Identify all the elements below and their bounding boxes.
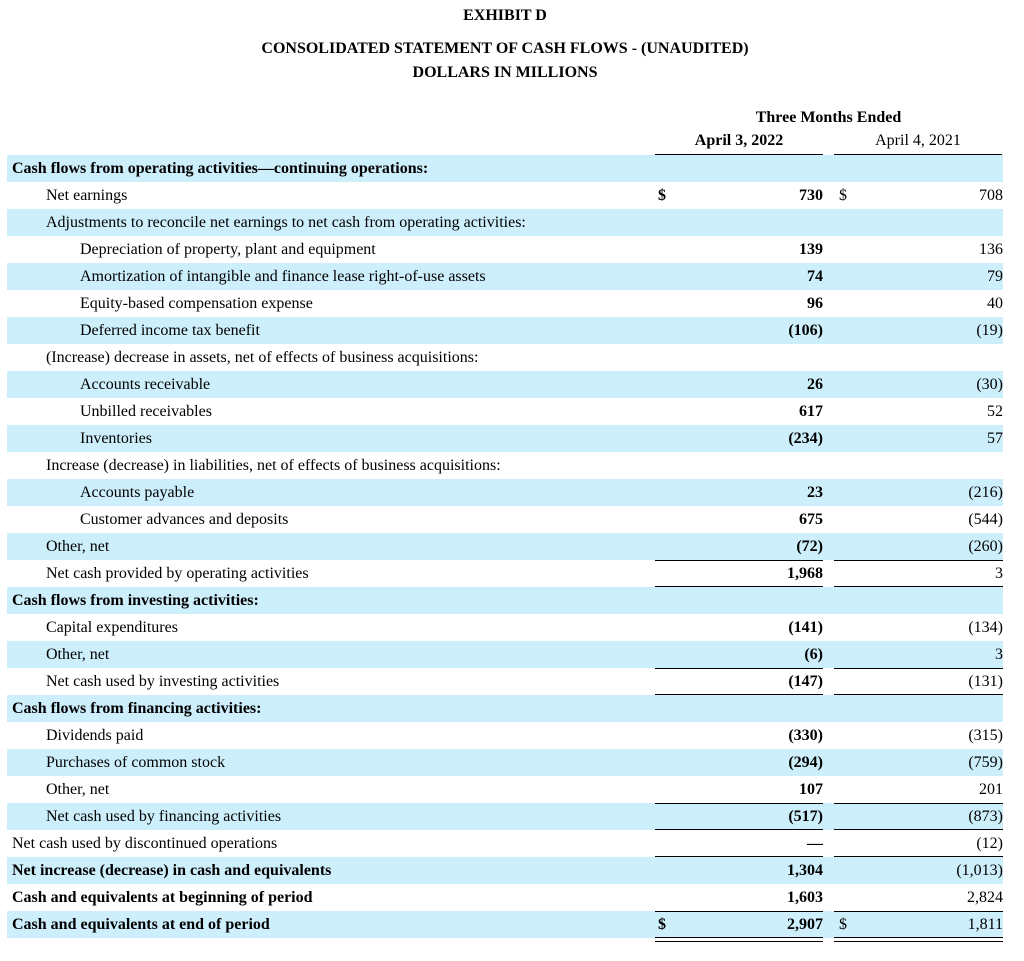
table-row (7, 533, 1003, 560)
cash-flow-table (7, 155, 1003, 938)
value-2021: (873) (968, 808, 1003, 825)
value-2022: 23 (807, 484, 823, 501)
row-label: Capital expenditures (46, 619, 178, 636)
value-2021: (216) (968, 484, 1003, 501)
row-label: Net earnings (46, 187, 128, 204)
total-rule (655, 937, 823, 938)
dollar-sign-2021: $ (839, 916, 847, 933)
value-2022: 1,304 (787, 862, 823, 879)
table-row (7, 317, 1003, 344)
value-2022: 26 (807, 376, 823, 393)
table-row (7, 695, 1003, 722)
row-label: Purchases of common stock (46, 754, 226, 771)
value-2021: (315) (968, 727, 1003, 744)
table-row (7, 722, 1003, 749)
row-label: Net cash used by investing activities (46, 673, 280, 690)
value-2022: (330) (788, 727, 823, 744)
table-row (7, 857, 1003, 884)
value-2021: 3 (995, 646, 1003, 663)
row-label: Increase (decrease) in liabilities, net of effects of business acquisitions: (46, 457, 501, 474)
value-2021: 79 (987, 268, 1003, 285)
table-row (7, 884, 1003, 911)
row-label: Customer advances and deposits (80, 511, 289, 528)
value-2022: 730 (799, 187, 823, 204)
table-row (7, 911, 1003, 938)
value-2022: (6) (804, 646, 823, 663)
row-label: (Increase) decrease in assets, net of effects of business acquisitions: (46, 349, 479, 366)
period-header: Three Months Ended (755, 109, 902, 126)
table-row (7, 236, 1003, 263)
row-label: Adjustments to reconcile net earnings to net cash from operating activities: (46, 214, 526, 231)
table-row (7, 749, 1003, 776)
value-2022: 2,907 (787, 916, 823, 933)
table-row (7, 668, 1003, 695)
value-2022: 74 (807, 268, 823, 285)
value-2021: (12) (976, 835, 1003, 852)
table-row (7, 398, 1003, 425)
value-2021: 52 (987, 403, 1003, 420)
total-rule (834, 937, 1003, 938)
row-label: Other, net (46, 646, 110, 663)
total-rule (655, 803, 823, 804)
total-rule (655, 941, 823, 942)
total-rule (834, 941, 1003, 942)
table-row (7, 182, 1003, 209)
value-2021: 1,811 (967, 916, 1003, 933)
value-2022: (294) (788, 754, 823, 771)
value-2021: (30) (976, 376, 1003, 393)
total-rule (655, 560, 823, 561)
row-label: Accounts payable (80, 484, 195, 501)
value-2021: 708 (979, 187, 1003, 204)
total-rule (834, 560, 1003, 561)
row-label: Cash and equivalents at end of period (12, 916, 270, 933)
column-header-2022: April 3, 2022 (694, 132, 784, 149)
row-label: Net cash provided by operating activities (46, 565, 309, 582)
value-2021: 3 (995, 565, 1003, 582)
value-2022: 1,603 (787, 889, 823, 906)
value-2021: (260) (968, 538, 1003, 555)
row-label: Cash flows from financing activities: (12, 700, 262, 717)
value-2021: (19) (976, 322, 1003, 339)
value-2021: 40 (987, 295, 1003, 312)
row-label: Cash flows from investing activities: (12, 592, 259, 609)
table-row (7, 209, 1003, 236)
value-2021: 201 (979, 781, 1003, 798)
dollar-sign-2021: $ (839, 187, 847, 204)
value-2021: 57 (987, 430, 1003, 447)
units-label: DOLLARS IN MILLIONS (412, 64, 598, 81)
row-label: Unbilled receivables (80, 403, 212, 420)
value-2021: (544) (968, 511, 1003, 528)
value-2021: (759) (968, 754, 1003, 771)
value-2022: (106) (788, 322, 823, 339)
row-label: Amortization of intangible and finance lease right-of-use assets (80, 268, 486, 285)
table-row (7, 263, 1003, 290)
row-label: Inventories (80, 430, 152, 447)
row-label: Dividends paid (46, 727, 144, 744)
table-row (7, 452, 1003, 479)
table-row (7, 425, 1003, 452)
table-row (7, 155, 1003, 182)
value-2022: — (807, 835, 823, 852)
table-row (7, 344, 1003, 371)
total-rule (834, 803, 1003, 804)
value-2022: 139 (799, 241, 823, 258)
table-row (7, 560, 1003, 587)
table-row (7, 506, 1003, 533)
value-2022: 617 (799, 403, 823, 420)
total-rule (834, 668, 1003, 669)
value-2021: 136 (979, 241, 1003, 258)
row-label: Other, net (46, 781, 110, 798)
value-2021: 2,824 (967, 889, 1003, 906)
value-2022: 96 (807, 295, 823, 312)
total-rule (834, 911, 1003, 912)
row-label: Deferred income tax benefit (80, 322, 260, 339)
table-row (7, 479, 1003, 506)
value-2022: (147) (788, 673, 823, 690)
value-2021: (131) (968, 673, 1003, 690)
row-label: Depreciation of property, plant and equipment (80, 241, 376, 258)
table-row (7, 803, 1003, 830)
value-2022: 675 (799, 511, 823, 528)
table-row (7, 830, 1003, 857)
table-row (7, 614, 1003, 641)
total-rule (655, 668, 823, 669)
statement-title: CONSOLIDATED STATEMENT OF CASH FLOWS - (UNAUDITED) (261, 40, 749, 57)
column-header-2021: April 4, 2021 (875, 132, 961, 149)
value-2022: (517) (788, 808, 823, 825)
table-row (7, 776, 1003, 803)
row-label: Net increase (decrease) in cash and equivalents (12, 862, 332, 879)
table-row (7, 641, 1003, 668)
value-2022: (234) (788, 430, 823, 447)
row-label: Accounts receivable (80, 376, 211, 393)
value-2022: 107 (799, 781, 823, 798)
total-rule (655, 911, 823, 912)
value-2022: 1,968 (787, 565, 823, 582)
table-row (7, 587, 1003, 614)
value-2021: (134) (968, 619, 1003, 636)
value-2021: (1,013) (956, 862, 1003, 879)
table-row (7, 371, 1003, 398)
row-label: Cash flows from operating activities—continuing operations: (12, 160, 429, 177)
row-label: Net cash used by financing activities (46, 808, 282, 825)
row-label: Other, net (46, 538, 110, 555)
exhibit-label: EXHIBIT D (463, 7, 547, 24)
dollar-sign-2022: $ (658, 916, 666, 933)
row-label: Equity-based compensation expense (80, 295, 313, 312)
row-label: Net cash used by discontinued operations (12, 835, 278, 852)
value-2022: (141) (788, 619, 823, 636)
table-row (7, 290, 1003, 317)
dollar-sign-2022: $ (658, 187, 666, 204)
value-2022: (72) (796, 538, 823, 555)
row-label: Cash and equivalents at beginning of period (12, 889, 313, 906)
